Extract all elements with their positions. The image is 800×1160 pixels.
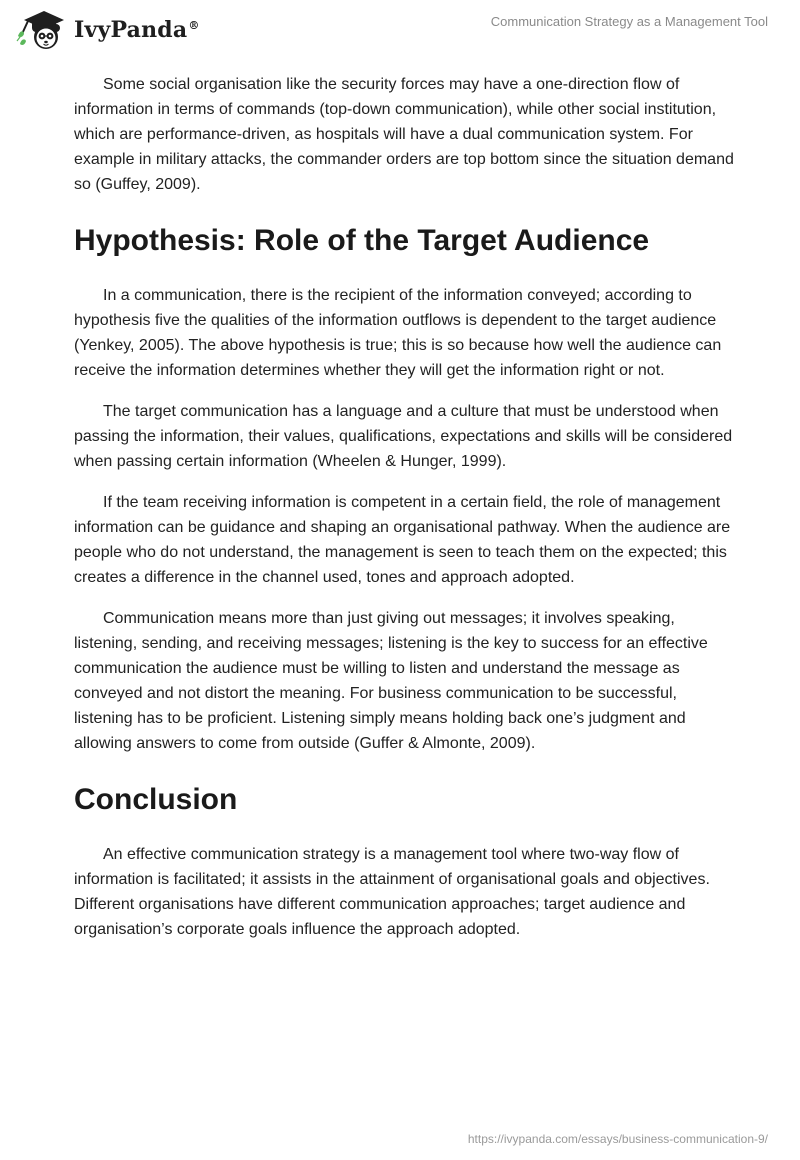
source-url[interactable]: https://ivypanda.com/essays/business-communication-9/ xyxy=(467,1132,768,1146)
paragraph: An effective communication strategy is a management tool where two-way flow of information is facilitated; it assists in the attainment of organisational goals and objectives. Different organisations have different communication approaches; target audience and organisation’s corporate goals influence the approach adopted. xyxy=(74,846,710,938)
panda-graduation-cap-logo-icon xyxy=(14,8,70,52)
brand-name xyxy=(74,17,200,43)
article-body xyxy=(74,72,734,958)
paragraph: Communication means more than just giving out messages; it involves speaking, listening, sending, and receiving messages; listening is the key to success for an effective communication the audience must be willing to listen and understand the message as conveyed and not distort the meaning. For business communication to be successful, listening has to be proficient. Listening simply means holding back one’s judgment and allowing answers to come from outside (Guffer & Almonte, 2009). xyxy=(74,610,708,752)
section-heading-conclusion: Conclusion xyxy=(74,783,238,816)
ivypanda-logo[interactable] xyxy=(14,8,200,52)
brand-text: IvyPanda xyxy=(74,17,188,43)
page-header xyxy=(0,0,800,60)
paragraph: If the team receiving information is competent in a certain field, the role of management information can be guidance and shaping an organisational pathway. When the audience are people who do not understand, the management is seen to teach them on the expected; this creates a difference in the channel used, tones and approach adopted. xyxy=(74,494,731,586)
paragraph: The target communication has a language and a culture that must be understood when passing the information, their values, qualifications, expectations and skills will be considered when passing certain information (Wheelen & Hunger, 1999). xyxy=(74,403,733,470)
document-title: Communication Strategy as a Management Tool xyxy=(490,14,768,29)
registered-mark: ® xyxy=(188,18,200,32)
paragraph: In a communication, there is the recipient of the information conveyed; according to hypothesis five the qualities of the information outflows is dependent to the target audience (Yenkey, 2005). The above hypothesis is true; this is so because how well the audience can receive the information determines whether they will get the information right or not. xyxy=(74,287,722,379)
section-heading-hypothesis: Hypothesis: Role of the Target Audience xyxy=(74,224,650,257)
intro-paragraph: Some social organisation like the security forces may have a one-direction flow of information in terms of commands (top-down communication), while other social institution, which are performance-driven, as hospitals will have a dual communication system. For example in military attacks, the commander orders are top bottom since the situation demand so (Guffey, 2009). xyxy=(74,76,734,193)
